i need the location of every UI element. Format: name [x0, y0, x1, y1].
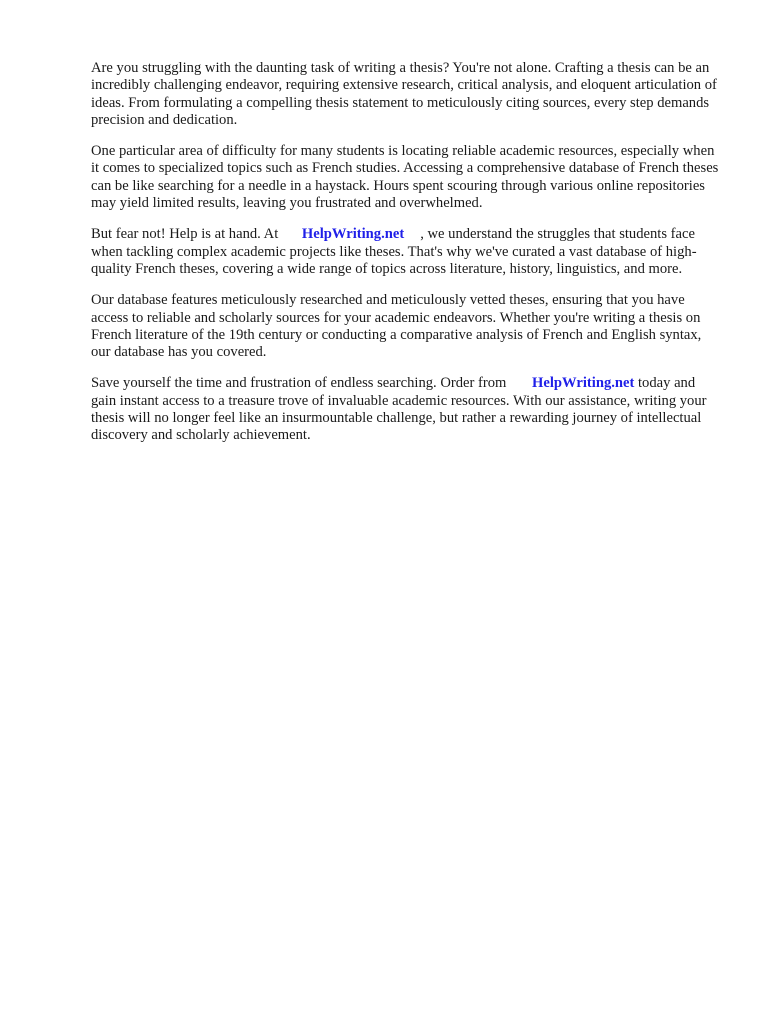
paragraph-order	[91, 375, 721, 444]
paragraph-difficulty	[91, 143, 721, 212]
paragraph-order-text-after: today and gain instant access to a treasure trove of invaluable academic resources. With our assistance, writing your thesis will no longer feel like an insurmountable challenge, but rather a rewarding journey of intellectual discovery and scholarly achievement.	[91, 375, 707, 444]
paragraph-database	[91, 292, 721, 361]
paragraph-database-text: Our database features meticulously researched and meticulously vetted theses, ensuring that you have access to reliable and scholarly sources for your academic endeavors. Whether you're writing a thesis on French literature of the 19th century or conducting a comparative analysis of French and English syntax, our database has you covered.	[91, 292, 702, 361]
document-body	[91, 60, 721, 459]
paragraph-help-text-after: , we understand the struggles that students face when tackling complex academic projects like theses. That's why we've curated a vast database of high-quality French theses, covering a wide range of topics across literature, history, linguistics, and more.	[91, 226, 697, 277]
paragraph-help	[91, 226, 721, 278]
helpwriting-link[interactable]: HelpWriting.net	[301, 226, 405, 243]
paragraph-difficulty-text: One particular area of difficulty for many students is locating reliable academic resources, especially when it comes to specialized topics such as French studies. Accessing a comprehensive database of French theses can be like searching for a needle in a haystack. Hours spent scouring through various online repositories may yield limited results, leaving you frustrated and overwhelmed.	[91, 143, 719, 212]
helpwriting-order-link[interactable]: HelpWriting.net	[532, 375, 635, 392]
paragraph-help-text-before: But fear not! Help is at hand. At	[91, 226, 279, 243]
paragraph-intro-text: Are you struggling with the daunting task of writing a thesis? You're not alone. Crafting a thesis can be an incredibly challenging endeavor, requiring extensive research, critical analysis, and eloquent articulation of ideas. From formulating a compelling thesis statement to meticulously citing sources, every step demands precision and dedication.	[91, 60, 717, 128]
paragraph-order-text-before: Save yourself the time and frustration of endless searching. Order from	[91, 375, 507, 392]
paragraph-intro	[91, 60, 721, 129]
